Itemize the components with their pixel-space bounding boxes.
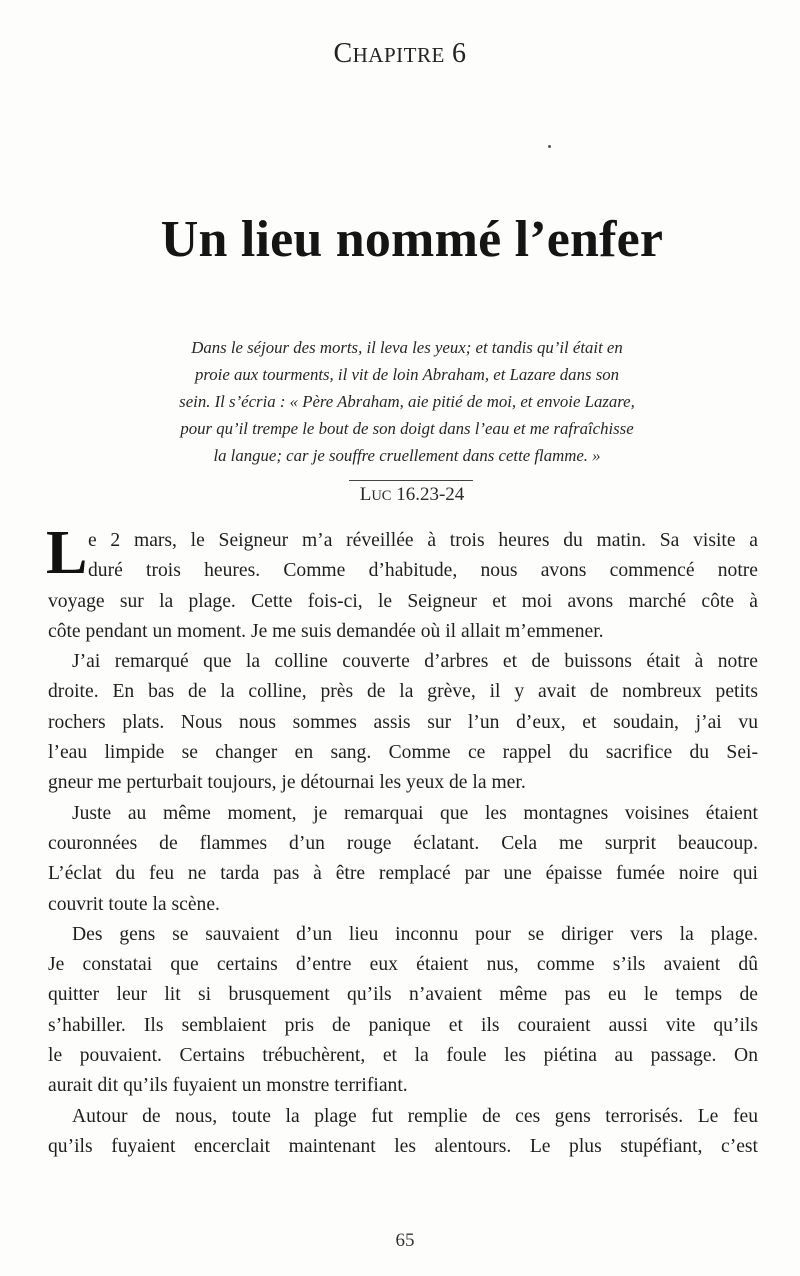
epigraph-line: la langue; car je souffre cruellement dans cette flamme. » — [213, 446, 601, 465]
chapter-number: 6 — [452, 38, 467, 69]
body-line: Des gens se sauvaient d’un lieu inconnu pour se diriger vers la plage. — [72, 923, 758, 945]
chapter-label — [0, 38, 800, 70]
ink-speck — [548, 145, 551, 148]
body-line: J’ai remarqué que la colline couverte d’arbres et de buissons était à notre — [72, 651, 758, 673]
body-line: voyage sur la plage. Cette fois-ci, le Seigneur et moi avons marché côte à — [48, 590, 758, 612]
body-line: s’habiller. Ils semblaient pris de panique et ils couraient aussi vite qu’ils — [48, 1014, 758, 1036]
body-line: couronnées de flammes d’un rouge éclatant. Cela me surprit beaucoup. — [48, 832, 758, 854]
body-line: couvrit toute la scène. — [48, 893, 220, 915]
body-line: rochers plats. Nous nous sommes assis sur l’un d’eux, et soudain, j’ai vu — [48, 711, 758, 733]
reference-book-cap: L — [359, 484, 372, 505]
reference-verse: 16.23-24 — [396, 484, 465, 505]
page-number: 65 — [395, 1230, 415, 1251]
epigraph-line: Dans le séjour des morts, il leva les yeux; et tandis qu’il était en — [191, 338, 623, 357]
body-text — [46, 519, 758, 1162]
body-line: quitter leur lit si brusquement qu’ils n’avaient même pas eu le temps de — [48, 984, 758, 1006]
chapter-prefix-cap: C — [333, 38, 353, 69]
body-line: côte pendant un moment. Je me suis demandée où il allait m’emmener. — [48, 620, 604, 642]
chapter-prefix-rest: HAPITRE — [352, 43, 445, 67]
reference-book-rest: UC — [371, 488, 392, 504]
body-line: qu’ils fuyaient encerclait maintenant les alentours. Le plus stupéfiant, c’est — [48, 1135, 758, 1157]
body-line: Je constatai que certains d’entre eux étaient nus, comme s’ils avaient dû — [48, 954, 758, 976]
epigraph-line: proie aux tourments, il vit de loin Abraham, et Lazare dans son — [194, 365, 620, 384]
body-line: aurait dit qu’ils fuyaient un monstre terrifiant. — [48, 1075, 408, 1097]
epigraph-line: pour qu’il trempe le bout de son doigt dans l’eau et me rafraîchisse — [180, 419, 634, 438]
body-line: Juste au même moment, je remarquai que les montagnes voisines étaient — [72, 802, 758, 824]
epigraph-line: sein. Il s’écria : « Père Abraham, aie pitié de moi, et envoie Lazare, — [179, 392, 635, 411]
chapter-title: Un lieu nommé l’enfer — [160, 211, 664, 268]
body-line: duré trois heures. Comme d’habitude, nous avons commencé notre — [88, 560, 758, 582]
body-line: l’eau limpide se changer en sang. Comme ce rappel du sacrifice du Sei- — [48, 742, 758, 764]
epigraph — [112, 334, 702, 469]
body-line: L’éclat du feu ne tarda pas à être remplacé par une épaisse fumée noire qui — [48, 863, 758, 885]
body-line: e 2 mars, le Seigneur m’a réveillée à trois heures du matin. Sa visite a — [88, 530, 758, 551]
body-line: gneur me perturbait toujours, je détournai les yeux de la mer. — [48, 772, 526, 794]
epigraph-reference — [0, 484, 800, 506]
drop-cap: L — [46, 519, 88, 587]
body-line: droite. En bas de la colline, près de la grève, il y avait de nombreux petits — [48, 681, 758, 703]
body-line: Autour de nous, toute la plage fut remplie de ces gens terrorisés. Le feu — [72, 1105, 758, 1127]
reference-rule — [349, 480, 473, 481]
body-line: le pouvaient. Certains trébuchèrent, et la foule les piétina au passage. On — [48, 1045, 758, 1067]
